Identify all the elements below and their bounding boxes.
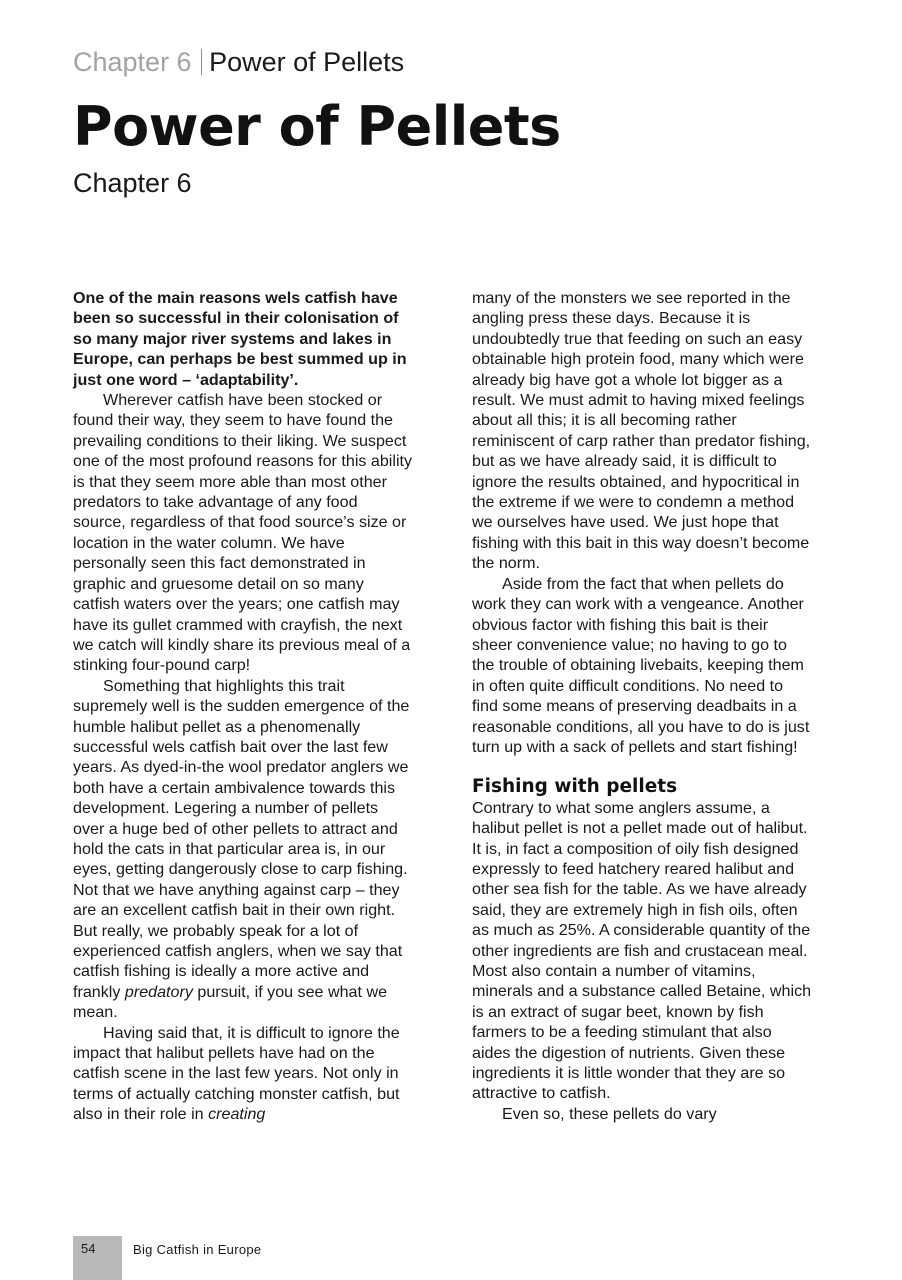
running-head-divider [201, 49, 203, 75]
left-column [73, 288, 413, 1125]
body-paragraph: Wherever catfish have been stocked or found their way, they seem to have found the prevailing conditions to their liking. We suspect one of the most profound reasons for this ability is that they seem more able than most other predators to take advantage of any food source, regardless of that food source’s size or location in the water column. We have personally seen this fact demonstrated in graphic and gruesome detail on so many catfish waters over the years; one catfish may have its gullet crammed with crayfish, the next we catch will kindly share its previous meal of a stinking four-pound carp! [73, 391, 413, 675]
running-head [73, 46, 404, 78]
body-paragraph: Contrary to what some anglers assume, a halibut pellet is not a pellet made out of halibut. It is, in fact a composition of oily fish designed expressly to feed hatchery reared halibut and other sea fish for the table. As we have already said, they are extremely high in fish oils, often as much as 25%. A considerable quantity of the other ingredients are fish and crustacean meal. Most also contain a number of vitamins, minerals and a substance called Betaine, which is an extract of sugar beet, known by fish farmers to be a feeding stimulant that also aides the digestion of nutrients. Given these ingredients it is little wonder that they are so attractive to catfish. [472, 798, 812, 1103]
body-paragraph: Aside from the fact that when pellets do work they can work with a vengeance. Another obvious factor with fishing this bait is their sheer convenience value; no having to go to the trouble of obtaining livebaits, keeping them in often quite difficult conditions. No need to find some means of preserving deadbaits in a reasonable conditions, all you have to do is just turn up with a sack of pellets and start fishing! [472, 574, 810, 756]
paragraph-text: pursuit, if you see what we mean. [73, 982, 388, 1022]
chapter-subtitle: Chapter 6 [73, 168, 192, 198]
emphasis-text: predatory [124, 982, 193, 1001]
lead-paragraph: One of the main reasons wels catfish have been so successful in their colonisation of so many major river systems and lakes in Europe, can perhaps be best summed up in just one word – ‘adaptability’. [73, 289, 407, 389]
footer-book-title: Big Catfish in Europe [133, 1242, 262, 1257]
paragraph-text: Something that highlights this trait supremely well is the sudden emergence of the humble halibut pellet as a phenomenally successful wels catfish bait over the last few years. As dyed-in-the wool predator anglers we both have a certain ambivalence towards this development. Legering a number of pellets over a huge bed of other pellets to attract and hold the cats in that particular area is, in our eyes, getting dangerously close to carp fishing. Not that we have anything against carp – they are an excellent catfish bait in their own right. But really, we probably speak for a lot of experienced catfish anglers, when we say that catfish fishing is ideally a more active and frankly [73, 676, 410, 1001]
body-paragraph [73, 676, 413, 1023]
running-head-chapter: Chapter 6 [73, 47, 192, 77]
right-column [472, 288, 812, 1124]
body-paragraph [73, 1023, 413, 1125]
section-heading: Fishing with pellets [472, 776, 678, 798]
body-paragraph: many of the monsters we see reported in the angling press these days. Because it is undoubtedly true that feeding on such an easy obtainable high protein food, many which were already big have got a whole lot bigger as a result. We must admit to having mixed feelings about all this; it is all becoming rather reminiscent of carp rather than predator fishing, but as we have already said, it is difficult to ignore the results obtained, and hypocritical in the extreme if we were to condemn a method we ourselves have used. We just hope that fishing with this bait in this way doesn’t become the norm. [472, 289, 811, 573]
paragraph-text: Having said that, it is difficult to ignore the impact that halibut pellets have had on the catfish scene in the last few years. Not only in terms of actually catching monster catfish, but also in their role in [73, 1023, 400, 1124]
running-head-title: Power of Pellets [209, 47, 405, 77]
body-paragraph: Even so, these pellets do vary [502, 1104, 717, 1123]
page-number: 54 [81, 1241, 96, 1256]
emphasis-text: creating [208, 1105, 266, 1124]
page-number-box [73, 1236, 122, 1280]
page-title: Power of Pellets [73, 95, 561, 158]
